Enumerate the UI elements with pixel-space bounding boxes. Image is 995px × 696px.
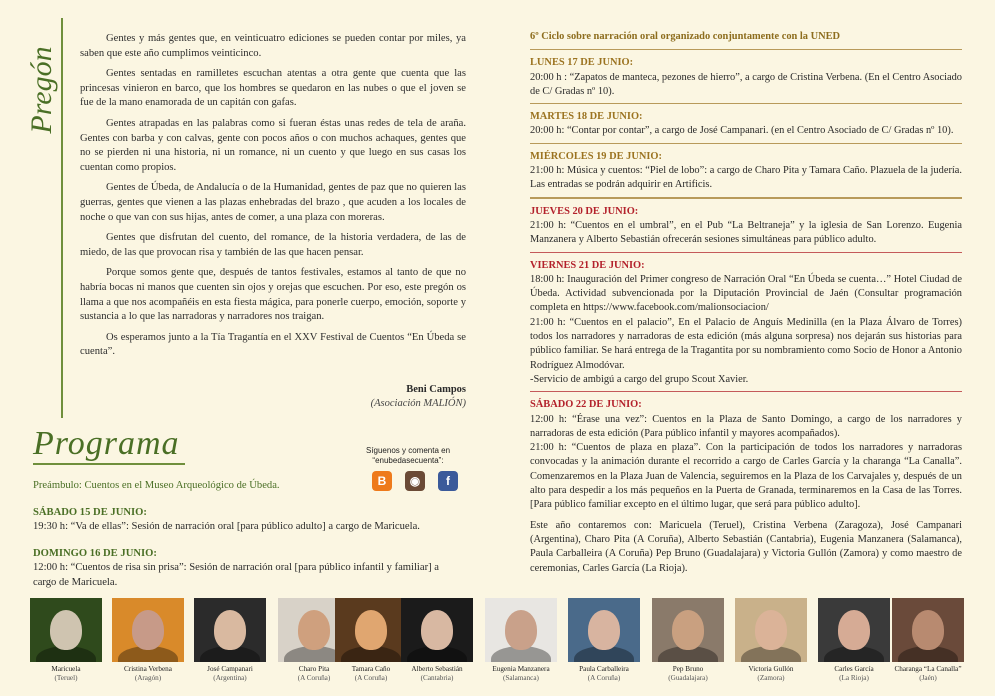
storyteller-name: Paula Carballeira	[579, 665, 629, 673]
day-event: 21:00 h: “Cuentos de plaza en plaza”. Con la participación de todos los narradores y narradoras convocadas y la animación durante el recorrido a cargo de Carles García y la charanga “La Canalla”. Comenzaremos en la Plaza Juan de Valencia, seguiremos en la Plaza de los Carvajales y, después de un alto para despedir a los más pequeños en la Puerta de Granada, terminaremos en la Casa de las Torres. [Para público familiar excepto en el último lugar, que será para público adulto].	[530, 442, 962, 511]
social-caption: Síguenos y comenta en “enubedasecuenta”:	[365, 446, 451, 465]
storyteller-name: Tamara Caño	[351, 665, 391, 673]
storyteller-name: Cristina Verbena	[124, 665, 172, 673]
pregon-paragraph: Porque somos gente que, después de tantos festivales, estamos al tanto de que no habría bocas ni manos que cuenten sin ojos y orejas que escuchen. Por eso, este pregón os llama a que nos acompañéis en esta fiesta mágica, para ponerle cuerpo, emoción, soporte y sustancia a lo que las narradoras y narradores nos traigan.	[80, 267, 466, 323]
participants-summary: Este año contaremos con: Maricuela (Teruel), Cristina Verbena (Zaragoza), José Campanari (Argentina), Charo Pita (A Coruña), Alberto Sebastián (Cantabria), Eugenia Manzanera (Salamanca), Paula Carballeira (A Coruña) Pep Bruno (Guadalajara) y Victoria Gullón (Zamora) y como maestro de ceremonias, Carles García (La Rioja).	[530, 519, 962, 574]
day-event: 19:30 h: “Va de ellas”: Sesión de narración oral [para público adulto] a cargo de Maricuela.	[33, 521, 420, 532]
storyteller-name: Eugenia Manzanera	[492, 665, 550, 673]
portrait-image	[892, 598, 964, 662]
storyteller-origin: (A Coruña)	[587, 674, 621, 682]
pregon-paragraph: Os esperamos junto a la Tía Tragantía en el XXV Festival de Cuentos “En Úbeda se cuenta”.	[80, 331, 466, 358]
schedule-column	[530, 30, 962, 576]
day-event: 18:00 h: Inauguración del Primer congreso de Narración Oral “En Úbeda se cuenta…” Hotel Ciudad de Úbeda. Actividad subvencionada por la Diputación Provincial de Jaén (Consultar programación completa en https://www.facebook.com/malionsociacion/	[530, 273, 962, 314]
pregon-paragraph: Gentes sentadas en ramilletes escuchan atentas a otra gente que cuenta que las princesas vinieron en barco, que los hombres se quedaron en las nubes o que el joven se fue de la mano enamorada de un capitán con gafas.	[80, 68, 466, 109]
storyteller-photo	[194, 598, 266, 683]
storyteller-photo	[485, 598, 557, 683]
day-event: 21:00 h: “Cuentos en el palacio”, En el Palacio de Anguís Medinilla (en la Plaza Álvaro de Torres) todos los narradores y narradoras de esta edición (más alguna sorpresa) nos dejarán sus historias para público familiar. Se hará entrega de la Tragantita por su nombramiento como Socio de Honor a Antonio Rodríguez Almodóvar.	[530, 316, 962, 371]
storyteller-name: José Campanari	[207, 665, 253, 673]
storyteller-origin: (A Coruña)	[354, 674, 388, 682]
signature	[300, 383, 466, 411]
divider	[530, 143, 962, 144]
preambulo: Preámbulo: Cuentos en el Museo Arqueológico de Úbeda.	[33, 480, 280, 491]
portrait-image	[335, 598, 407, 662]
storyteller-name: Alberto Sebastián	[411, 665, 463, 673]
day-heading: SÁBADO 15 DE JUNIO:	[33, 506, 147, 518]
day-event: 20:00 h : “Zapatos de manteca, pezones de hierro”, a cargo de Cristina Verbena. (En el Centro Asociado de C/ Gradas nº 10).	[530, 71, 962, 97]
storyteller-photo	[735, 598, 807, 683]
day-event: 20:00 h: “Contar por contar”, a cargo de José Campanari. (en el Centro Asociado de C/ Gradas nº 10).	[530, 125, 954, 137]
storyteller-name: Charo Pita	[298, 665, 330, 673]
portrait-image	[112, 598, 184, 662]
storyteller-origin: (Aragón)	[134, 674, 162, 682]
day-event: -Servicio de ambigú a cargo del grupo Scout Xavier.	[530, 373, 749, 385]
day-heading: SÁBADO 22 DE JUNIO:	[530, 399, 642, 411]
storyteller-name: Carles García	[834, 665, 874, 673]
pregon-heading	[22, 30, 62, 150]
photo-strip	[30, 598, 965, 696]
storyteller-name: Pep Bruno	[672, 665, 704, 673]
pregon-paragraph: Gentes atrapadas en las palabras como si fueran éstas unas redes de tela de araña. Gentes con barba y con calvas, gente con pocos años o con muchos achaques, gentes que no se pierden ni una historia, ni un romance, ni un cuento y que luego en sus casas los cuentan como propios.	[80, 117, 466, 173]
storyteller-name: Victoria Gullón	[748, 665, 794, 673]
programa-list	[33, 479, 463, 590]
divider	[530, 391, 962, 392]
day-heading: DOMINGO 16 DE JUNIO:	[33, 547, 157, 559]
day-event: 12:00 h: “Cuentos de risa sin prisa”: Sesión de narración oral [para público infantil y familiar] a cargo de Maricuela.	[33, 562, 439, 588]
day-event: 21:00 h: “Cuentos en el umbral”, en el Pub “La Beltraneja” y la iglesia de San Lorenzo. Eugenia Manzanera y Alberto Sebastián ofrecerán sesiones simultáneas para público adulto.	[530, 219, 962, 246]
day-heading: VIERNES 21 DE JUNIO:	[530, 259, 645, 271]
facebook-icon[interactable]: f	[438, 471, 458, 491]
blogger-icon[interactable]: B	[372, 471, 392, 491]
storyteller-origin: (Jaén)	[919, 674, 937, 682]
divider	[530, 49, 962, 50]
day-heading: JUEVES 20 DE JUNIO:	[530, 205, 639, 217]
portrait-image	[30, 598, 102, 662]
storyteller-photo	[335, 598, 407, 683]
day-heading: LUNES 17 DE JUNIO:	[530, 57, 634, 69]
storyteller-origin: (Guadalajara)	[668, 674, 708, 682]
pregon-paragraph: Gentes y más gentes que, en veinticuatro ediciones se pueden contar por miles, ya saben que este año cumplimos veinticinco.	[80, 33, 466, 59]
portrait-image	[652, 598, 724, 662]
storyteller-photo	[30, 598, 102, 683]
storyteller-origin: (A Coruña)	[297, 674, 331, 682]
divider	[530, 103, 962, 104]
divider	[530, 252, 962, 253]
pregon-paragraph: Gentes de Úbeda, de Andalucía o de la Humanidad, gentes de paz que no quieren las guerras, gentes que vienen a las plazas enhebradas del brazo , que acuden a los locales de noche o que van con sus hijas, antes de comer, a una plaza con moreras.	[80, 182, 466, 223]
storyteller-photo	[401, 598, 473, 683]
vertical-divider	[61, 18, 63, 418]
storyteller-name: Charanga “La Canalla”	[894, 665, 962, 673]
pregon-title-text: Pregón	[25, 46, 58, 134]
day-event: 12:00 h: “Érase una vez”: Cuentos en la Plaza de Santo Domingo, a cargo de los narradores y narradoras de esta edición (Para público infantil y mayores acompañados).	[530, 413, 962, 439]
storyteller-origin: (Teruel)	[54, 674, 78, 682]
storyteller-photo	[652, 598, 724, 683]
day-heading: MARTES 18 DE JUNIO:	[530, 111, 643, 123]
programa-title: Programa	[33, 425, 180, 462]
storyteller-photo	[112, 598, 184, 683]
ciclo-title: 6º Ciclo sobre narración oral organizado conjuntamente con la UNED	[530, 31, 841, 42]
portrait-image	[194, 598, 266, 662]
storyteller-origin: (Cantabria)	[420, 674, 454, 682]
storyteller-origin: (Salamanca)	[503, 674, 539, 682]
storyteller-name: Maricuela	[51, 665, 81, 673]
pregon-paragraph: Gentes que disfrutan del cuento, del romance, de la historia verdadera, de las de miedo, de las que provocan risa y también de las que hacen pensar.	[80, 232, 466, 258]
day-event: 21:00 h: Música y cuentos: “Piel de lobo”: a cargo de Charo Pita y Tamara Caño. Plazuela de la judería. Las entradas se podrán adquirir en Artificis.	[530, 165, 962, 191]
author-affiliation: (Asociación MALIÓN)	[370, 398, 466, 409]
storyteller-photo	[892, 598, 964, 683]
author-name: Beni Campos	[406, 384, 466, 395]
programa-underline	[33, 463, 185, 465]
storyteller-origin: (La Rioja)	[839, 674, 869, 682]
divider	[530, 197, 962, 199]
instagram-icon[interactable]: ◉	[405, 471, 425, 491]
storyteller-photo	[568, 598, 640, 683]
portrait-image	[735, 598, 807, 662]
portrait-image	[485, 598, 557, 662]
portrait-image	[568, 598, 640, 662]
storyteller-origin: (Zamora)	[757, 674, 785, 682]
portrait-image	[818, 598, 890, 662]
pregon-text	[80, 32, 466, 366]
portrait-image	[401, 598, 473, 662]
storyteller-origin: (Argentina)	[213, 674, 247, 682]
storyteller-photo	[818, 598, 890, 683]
day-heading: MIÉRCOLES 19 DE JUNIO:	[530, 150, 662, 162]
